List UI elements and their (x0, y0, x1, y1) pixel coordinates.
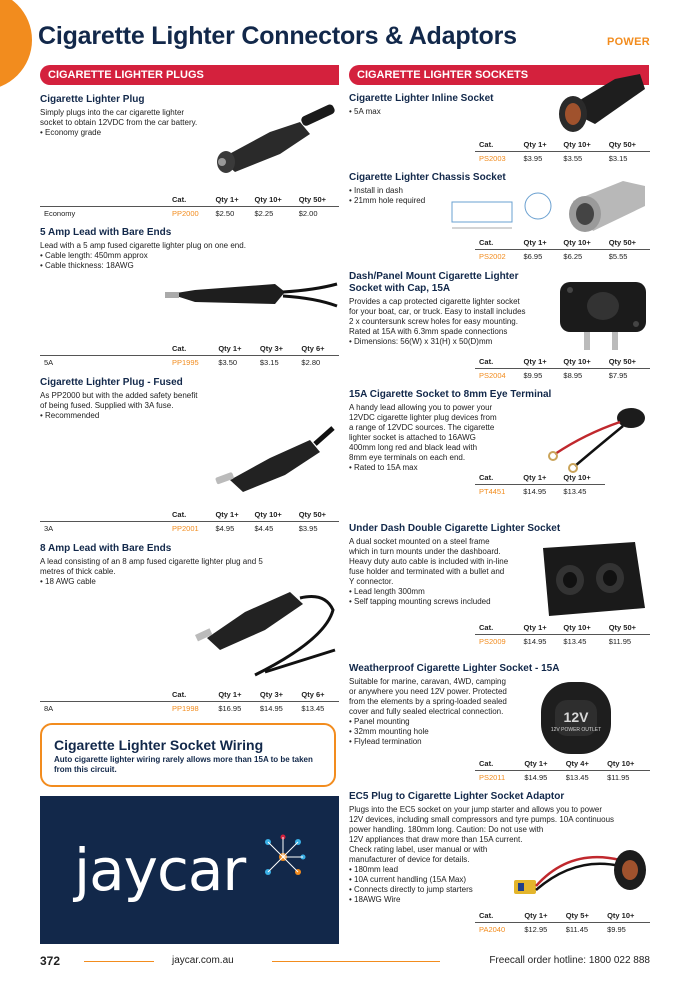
table-cell: $3.15 (256, 356, 298, 369)
product-title: 15A Cigarette Socket to 8mm Eye Terminal (349, 389, 552, 400)
product-bullet: • Recommended (40, 411, 240, 421)
page-number: 372 (40, 954, 61, 968)
footer-divider (272, 961, 440, 962)
product-bullet: • Lead length 300mm (349, 587, 579, 597)
product-bullet: • 21mm hole required (349, 196, 549, 206)
table-header-cell: Cat. (479, 140, 494, 149)
table-cell: PP2001 (168, 522, 211, 535)
table-cell: $3.15 (605, 152, 650, 165)
table-cell: $11.95 (603, 771, 650, 784)
table-header-cell: Cat. (479, 238, 494, 247)
product-PT4451 (349, 389, 559, 473)
table-cell: PS2002 (475, 250, 520, 263)
table-header-cell: Qty 1+ (523, 473, 547, 482)
table-cell: $14.95 (520, 771, 561, 784)
table-cell: $13.45 (297, 702, 339, 715)
table-header-cell: Qty 1+ (523, 357, 547, 366)
product-bullet: • Self tapping mounting screws included (349, 597, 579, 607)
table-header-cell: Qty 4+ (565, 759, 589, 768)
product-title: EC5 Plug to Cigarette Lighter Socket Adaptor (349, 791, 565, 802)
table-cell: $6.25 (559, 250, 604, 263)
table-header-cell (40, 343, 168, 356)
table-header-cell: Qty 1+ (524, 911, 548, 920)
table-header-cell (40, 689, 168, 702)
product-title: Under Dash Double Cigarette Lighter Socket (349, 523, 561, 534)
table-header-cell (40, 194, 168, 207)
table-cell: $3.50 (214, 356, 256, 369)
table-row (40, 356, 339, 369)
table-cell: $8.95 (559, 369, 604, 382)
table-cell: PP1998 (168, 702, 214, 715)
table-header-cell: Qty 1+ (523, 238, 547, 247)
footer-divider (84, 961, 154, 962)
table-cell: $11.95 (605, 635, 650, 648)
table-cell: $3.95 (295, 522, 339, 535)
table-row (475, 771, 650, 784)
table-cell: Economy (40, 207, 168, 220)
price-table-PS2011 (475, 758, 650, 783)
table-header-cell: Qty 10+ (607, 759, 635, 768)
table-header-cell: Qty 1+ (218, 344, 242, 353)
double-socket-image (535, 538, 650, 620)
table-header-cell: Qty 1+ (218, 690, 242, 699)
table-row (475, 635, 650, 648)
chassis-socket-image (563, 166, 650, 236)
product-desc: Plugs into the EC5 socket on your jump starter and allows you to power 12V devices, including small compressors and tyre pumps. 10A continuous power handling. 180mm long. Caution: Do not use with 12V appliances that draw more than 15A current. Check rating label, user manual or with manufacturer of device for details. (349, 805, 615, 864)
product-title: Cigarette Lighter Chassis Socket (349, 172, 506, 183)
price-table-PA2040 (475, 910, 650, 935)
price-table-PS2004 (475, 356, 650, 381)
table-header-cell: Qty 10+ (563, 473, 591, 482)
product-bullet: • Cable thickness: 18AWG (40, 261, 300, 271)
table-header-cell: Qty 1+ (215, 195, 239, 204)
table-cell: $2.00 (295, 207, 339, 220)
price-table-PS2002 (475, 237, 650, 262)
product-desc: Provides a cap protected cigarette lighter socket for your boat, car, or truck. Easy to install includes 2 x countersunk screw holes for easy mounting. Rated at 15A with 6.3mm spade connections (349, 297, 526, 336)
inline-socket-image (555, 64, 650, 134)
table-cell: $2.50 (211, 207, 250, 220)
table-cell: $3.95 (520, 152, 560, 165)
lead-5a-image (165, 272, 340, 322)
wiring-callout (40, 723, 336, 787)
section-tag: POWER (606, 36, 650, 48)
product-bullet: • 32mm mounting hole (349, 727, 579, 737)
jaycar-logo: jaycar (74, 836, 246, 904)
product-bullet: • Cable length: 450mm approx (40, 251, 300, 261)
product-title: Weatherproof Cigarette Lighter Socket - 15A (349, 663, 560, 674)
table-header-cell: Qty 6+ (301, 690, 325, 699)
table-row (40, 207, 339, 220)
table-header-cell: Qty 10+ (563, 623, 591, 632)
orange-corner-tab (0, 0, 32, 90)
wiring-title: Cigarette Lighter Socket Wiring (54, 737, 264, 753)
product-bullet: • Panel mounting (349, 717, 579, 727)
table-row (475, 923, 650, 936)
product-title: 8 Amp Lead with Bare Ends (40, 543, 172, 554)
product-title: Cigarette Lighter Inline Socket (349, 93, 494, 104)
table-cell: $13.45 (559, 635, 604, 648)
product-desc: A handy lead allowing you to power your 12VDC cigarette lighter plug devices from a range of 12VDC sources. The cigarette lighter socket is attached to 16AWG 400mm long red and black lead with 8mm eye terminals on each end. (349, 403, 497, 462)
table-cell: PS2009 (475, 635, 520, 648)
wiring-text: Auto cigarette lighter wiring rarely allows more than 15A to be taken from this circuit. (54, 755, 313, 774)
table-header-cell: Qty 1+ (523, 140, 547, 149)
table-cell: $2.25 (250, 207, 294, 220)
ec5-adaptor-image (510, 838, 650, 908)
table-cell: $12.95 (520, 923, 561, 936)
table-header-cell: Qty 10+ (563, 357, 591, 366)
price-table-PP1995 (40, 343, 339, 368)
product-title: Cigarette Lighter Plug - Fused (40, 377, 183, 388)
table-header-cell: Qty 10+ (254, 510, 282, 519)
panel-socket-image (556, 276, 650, 354)
right-section-header: CIGARETTE LIGHTER SOCKETS (349, 65, 649, 85)
product-desc: Lead with a 5 amp fused cigarette lighter plug on one end. (40, 241, 246, 250)
product-bullet: • Connects directly to jump starters (349, 885, 649, 895)
table-header-cell: Cat. (172, 344, 187, 353)
price-table-PS2003 (475, 139, 650, 164)
table-header-cell: Qty 5+ (565, 911, 589, 920)
product-desc: Suitable for marine, caravan, 4WD, camping or anywhere you need 12V power. Protected from the elements by a spring-loaded sealed cover and fully sealed electrical connection. (349, 677, 507, 716)
table-header-cell: Cat. (479, 623, 494, 632)
table-cell: PP2000 (168, 207, 211, 220)
page-title: Cigarette Lighter Connectors & Adaptors (38, 22, 517, 50)
table-cell: $9.95 (520, 369, 560, 382)
table-row (40, 522, 339, 535)
table-header-cell: Cat. (479, 473, 494, 482)
table-header-cell: Qty 3+ (259, 690, 283, 699)
table-header-cell: Cat. (479, 357, 494, 366)
table-cell: 3A (40, 522, 168, 535)
product-title: Cigarette Lighter Plug (40, 94, 145, 105)
product-desc: As PP2000 but with the added safety benefit of being fused. Supplied with 3A fuse. (40, 391, 198, 410)
table-header-cell: Qty 6+ (301, 344, 325, 353)
price-table-PT4451 (475, 472, 605, 497)
table-cell: $2.80 (297, 356, 339, 369)
table-cell: PT4451 (475, 485, 519, 498)
table-header-cell: Cat. (172, 195, 187, 204)
weatherproof-cap-label: 12V POWER OUTLET (550, 727, 602, 733)
logo-molecule-icon (260, 834, 306, 880)
product-PP2001 (40, 377, 240, 421)
table-header-cell: Cat. (172, 690, 187, 699)
product-desc: Simply plugs into the car cigarette lighter socket to obtain 12VDC from the car battery. (40, 108, 198, 127)
table-header-cell: Qty 50+ (608, 357, 637, 366)
table-header-cell: Qty 50+ (608, 623, 637, 632)
product-bullet: • 5A max (349, 107, 549, 117)
table-header-cell: Qty 1+ (523, 623, 547, 632)
table-cell: $14.95 (256, 702, 298, 715)
svg-text:12V: 12V (563, 709, 589, 725)
table-header-cell: Qty 50+ (298, 195, 327, 204)
table-cell: PA2040 (475, 923, 520, 936)
table-cell: $14.95 (520, 635, 560, 648)
price-table-PP2000 (40, 194, 339, 219)
product-bullet: • 18AWG Wire (349, 895, 649, 905)
table-header-cell: Qty 10+ (563, 238, 591, 247)
price-table-PS2009 (475, 622, 650, 647)
table-cell: $5.55 (605, 250, 650, 263)
product-bullet: • 10A current handling (15A Max) (349, 875, 649, 885)
table-row (475, 485, 605, 498)
table-cell: $4.95 (211, 522, 250, 535)
product-bullet: • 180mm lead (349, 865, 649, 875)
fused-plug-image (215, 420, 335, 495)
product-PS2003 (349, 93, 549, 117)
table-header-cell: Qty 50+ (608, 238, 637, 247)
table-cell: $7.95 (605, 369, 650, 382)
table-cell: PS2004 (475, 369, 520, 382)
table-header-cell (40, 509, 168, 522)
lead-8a-image (195, 580, 340, 680)
table-row (475, 369, 650, 382)
table-cell: $13.45 (559, 485, 605, 498)
table-header-cell: Cat. (479, 759, 494, 768)
product-bullet: • Dimensions: 56(W) x 31(H) x 50(D)mm (349, 337, 559, 347)
table-header-cell: Qty 10+ (607, 911, 635, 920)
product-PS2004 (349, 271, 559, 347)
table-header-cell: Qty 10+ (563, 140, 591, 149)
table-cell: $9.95 (603, 923, 650, 936)
table-cell: PS2011 (475, 771, 520, 784)
eye-terminal-lead-image (545, 404, 650, 474)
table-header-cell: Cat. (479, 911, 494, 920)
weatherproof-socket-image (535, 678, 617, 758)
lighter-plug-image (210, 104, 340, 174)
product-title: 5 Amp Lead with Bare Ends (40, 227, 172, 238)
chassis-socket-diagram (448, 188, 558, 236)
table-cell: $6.95 (520, 250, 560, 263)
table-cell: $13.45 (562, 771, 603, 784)
product-desc: A dual socket mounted on a steel frame which in turn mounts under the dashboard. Heavy duty auto cable is included with in-line fuse holder and terminated with a bullet and Y connector. (349, 537, 509, 586)
product-bullet: • 18 AWG cable (40, 577, 320, 587)
table-cell: 8A (40, 702, 168, 715)
table-header-cell: Qty 3+ (259, 344, 283, 353)
table-header-cell: Qty 50+ (608, 140, 637, 149)
table-cell: $16.95 (214, 702, 256, 715)
product-bullet: • Rated to 15A max (349, 463, 559, 473)
product-bullet: • Flylead termination (349, 737, 579, 747)
price-table-PP1998 (40, 689, 339, 714)
website-link[interactable]: jaycar.com.au (172, 955, 234, 966)
table-cell: 5A (40, 356, 168, 369)
table-cell: $4.45 (250, 522, 294, 535)
table-row (40, 702, 339, 715)
table-cell: $14.95 (519, 485, 559, 498)
product-bullet: • Economy grade (40, 128, 240, 138)
product-desc: A lead consisting of an 8 amp fused cigarette lighter plug and 5 metres of thick cable. (40, 557, 263, 576)
table-cell: $3.55 (559, 152, 604, 165)
product-bullet: • Install in dash (349, 186, 549, 196)
table-header-cell: Cat. (172, 510, 187, 519)
left-section-header: CIGARETTE LIGHTER PLUGS (40, 65, 339, 85)
table-cell: PP1995 (168, 356, 214, 369)
price-table-PP2001 (40, 509, 339, 534)
jaycar-brand-banner (40, 796, 339, 944)
table-header-cell: Qty 1+ (215, 510, 239, 519)
table-row (475, 250, 650, 263)
hotline-text: Freecall order hotline: 1800 022 888 (489, 955, 650, 966)
table-header-cell: Qty 1+ (524, 759, 548, 768)
table-cell: PS2003 (475, 152, 520, 165)
product-title: Dash/Panel Mount Cigarette Lighter Socket with Cap, 15A (349, 271, 519, 294)
table-header-cell: Qty 10+ (254, 195, 282, 204)
product-PP1995 (40, 227, 300, 271)
table-header-cell: Qty 50+ (298, 510, 327, 519)
table-row (475, 152, 650, 165)
table-cell: $11.45 (562, 923, 603, 936)
